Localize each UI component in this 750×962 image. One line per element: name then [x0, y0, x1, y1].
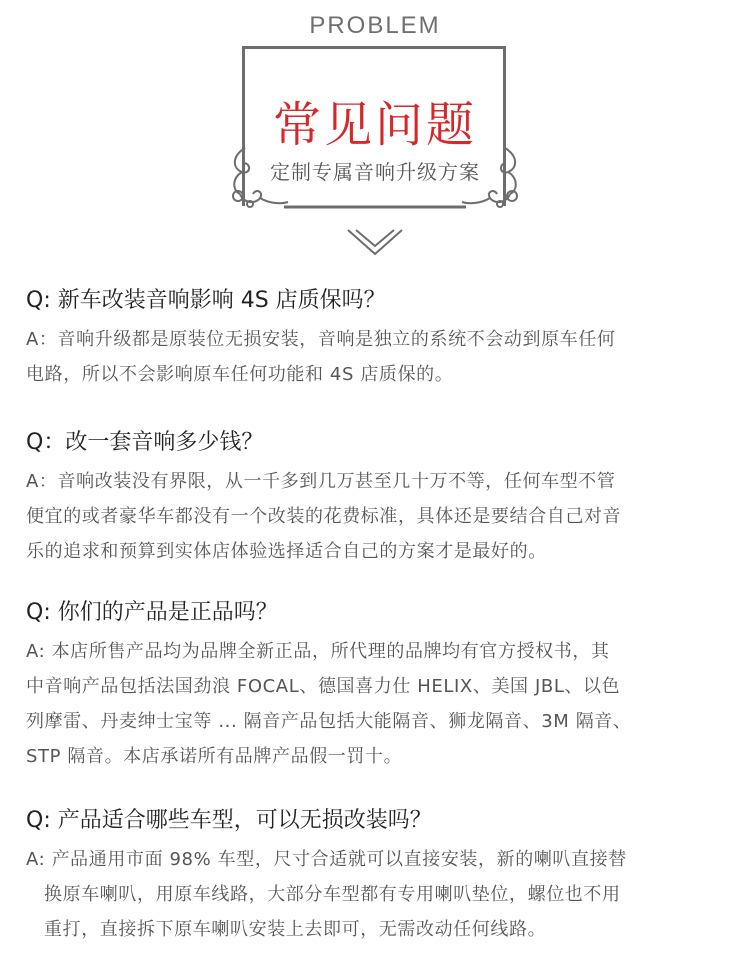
- faq-question: Q: 新车改装音响影响 4S 店质保吗？: [26, 288, 386, 313]
- problem-label: PROBLEM: [309, 12, 441, 39]
- answer-line: 换原车喇叭，用原车线路，大部分车型都有专用喇叭垫位，螺位也不用: [44, 884, 621, 905]
- answer-line: A：音响升级都是原装位无损安装，音响是独立的系统不会动到原车任何: [26, 329, 616, 350]
- faq-answer: [26, 842, 736, 947]
- answer-line: A: 本店所售产品均为品牌全新正品，所代理的品牌均有官方授权书，其: [26, 641, 610, 662]
- answer-line: A：音响改装没有界限，从一千多到几万甚至几十万不等，任何车型不管: [26, 471, 616, 492]
- faq-item: [26, 286, 736, 392]
- chevron-down-icon: [346, 226, 404, 258]
- faq-item: [26, 428, 736, 569]
- faq-question: Q: 产品适合哪些车型，可以无损改装吗？: [26, 808, 432, 833]
- answer-line: 便宜的或者豪华车都没有一个改装的花费标准，具体还是要结合自己对音: [26, 506, 622, 527]
- page-title: 常见问题: [272, 97, 477, 153]
- header: [0, 0, 750, 270]
- faq-item: [26, 806, 736, 947]
- answer-line: A: 产品通用市面 98% 车型，尺寸合适就可以直接安装，新的喇叭直接替: [26, 849, 627, 870]
- subtitle: 定制专属音响升级方案: [270, 160, 480, 184]
- faq-question: Q：改一套音响多少钱？: [26, 430, 264, 455]
- faq-answer: [26, 634, 736, 774]
- answer-line: STP 隔音。本店承诺所有品牌产品假一罚十。: [26, 746, 403, 767]
- answer-line: 列摩雷、丹麦绅士宝等 ... 隔音产品包括大能隔音、狮龙隔音、3M 隔音、: [26, 711, 632, 732]
- answer-line: 电路，所以不会影响原车任何功能和 4S 店质保的。: [26, 364, 454, 385]
- faq-item: [26, 598, 736, 774]
- faq-answer: [26, 322, 736, 392]
- faq-question: Q: 你们的产品是正品吗？: [26, 600, 278, 625]
- answer-line: 乐的追求和预算到实体店体验选择适合自己的方案才是最好的。: [26, 541, 547, 562]
- faq-answer: [26, 464, 736, 569]
- answer-line: 重打，直接拆下原车喇叭安装上去即可，无需改动任何线路。: [44, 919, 547, 940]
- answer-line: 中音响产品包括法国劲浪 FOCAL、德国喜力仕 HELIX、美国 JBL、以色: [26, 676, 621, 697]
